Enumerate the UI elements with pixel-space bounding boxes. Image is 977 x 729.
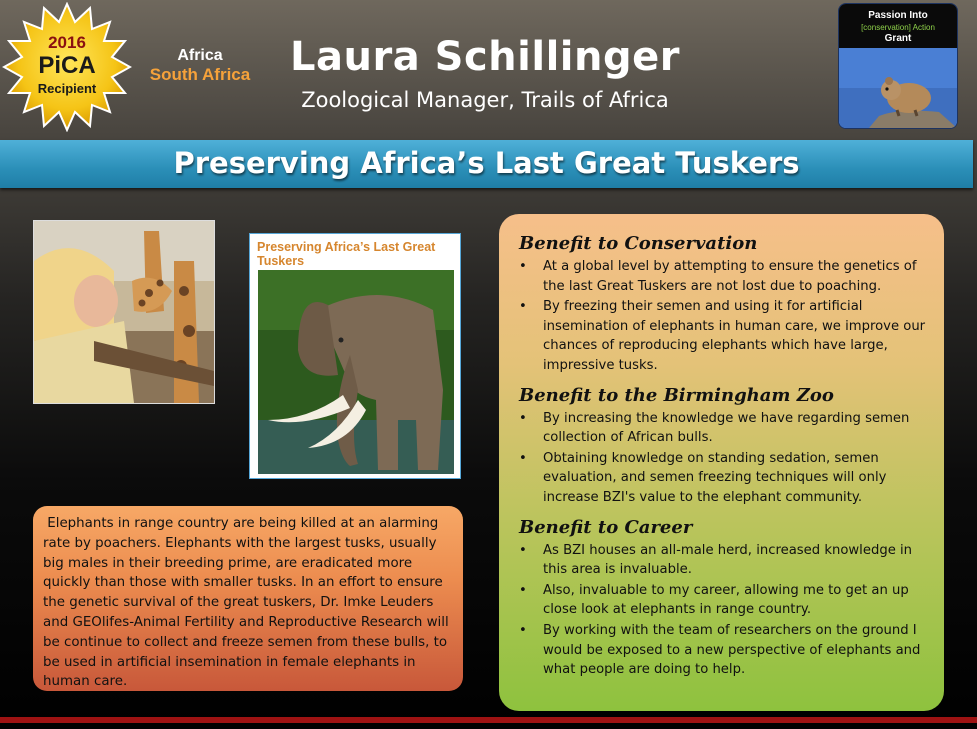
elephant-image-icon xyxy=(258,270,454,474)
badge-pica: PiCA xyxy=(38,52,96,79)
list-item: • By freezing their semen and using it for artificial insemination of elephants in human care, we improve our chances of reproducing elephants which have large, impressive tusks. xyxy=(519,297,932,375)
benefit-zoo-heading: Benefit to the Birmingham Zoo xyxy=(519,384,834,406)
benefit-zoo-list xyxy=(519,409,932,508)
pica-badge xyxy=(2,2,132,132)
region-continent: Africa xyxy=(177,47,223,64)
grant-logo xyxy=(838,3,958,129)
list-item: • By working with the team of researchers on the ground I would be exposed to a new perspective of elephants and what people are doing to help. xyxy=(519,621,932,680)
story-box xyxy=(33,506,463,691)
badge-year: 2016 xyxy=(48,33,86,52)
story-text: Elephants in range country are being killed at an alarming rate by poachers. Elephants with the largest tusks, usually big males in their breeding prime, are eradicated more quickly than those with smaller tusks. In an effort to ensure the genetic survival of the great tuskers, Dr. Imke Leuders and GEOlifes-Animal Fertility and Reproductive Research will be continue to collect and freeze semen from these bulls, to be used in artificial insemination in female elephants in human care. xyxy=(43,516,453,690)
region-label xyxy=(140,46,260,86)
benefit-career-heading: Benefit to Career xyxy=(519,516,693,538)
bottom-bar xyxy=(0,717,977,723)
giraffe-photo xyxy=(33,220,215,404)
benefit-conservation-heading: Benefit to Conservation xyxy=(519,233,758,254)
grant-line3: Grant xyxy=(884,32,912,44)
elephant-card xyxy=(249,233,461,479)
benefit-career-list xyxy=(519,541,932,680)
grant-line1: Passion Into xyxy=(868,10,928,21)
grant-line2: [conservation] Action xyxy=(861,22,935,32)
list-item: • At a global level by attempting to ensure the genetics of the last Great Tuskers are not lost due to poaching. xyxy=(519,257,932,296)
title-banner xyxy=(0,140,973,188)
list-item: • Also, invaluable to my career, allowing me to get an up close look at elephants in range country. xyxy=(519,581,932,620)
benefit-conservation-list xyxy=(519,257,932,376)
banner-title: Preserving Africa’s Last Great Tuskers xyxy=(173,146,800,180)
person-name: Laura Schillinger xyxy=(290,34,680,80)
giraffe-image-icon xyxy=(34,221,214,403)
person-role: Zoological Manager, Trails of Africa xyxy=(301,88,669,112)
badge-recipient: Recipient xyxy=(37,81,97,96)
pika-icon xyxy=(839,48,957,128)
list-item: • As BZI houses an all-male herd, increased knowledge in this area is invaluable. xyxy=(519,541,932,580)
grant-logo-text xyxy=(839,4,957,48)
list-item: • By increasing the knowledge we have regarding semen collection of African bulls. xyxy=(519,409,932,448)
benefits-box xyxy=(499,214,944,711)
badge-text xyxy=(2,34,132,95)
region-country: South Africa xyxy=(149,65,251,85)
header xyxy=(0,0,977,140)
list-item: • Obtaining knowledge on standing sedation, semen evaluation, and semen freezing techniques will only increase BZI's value to the elephant community. xyxy=(519,449,932,508)
elephant-card-title: Preserving Africa’s Last Great Tuskers xyxy=(257,240,436,268)
